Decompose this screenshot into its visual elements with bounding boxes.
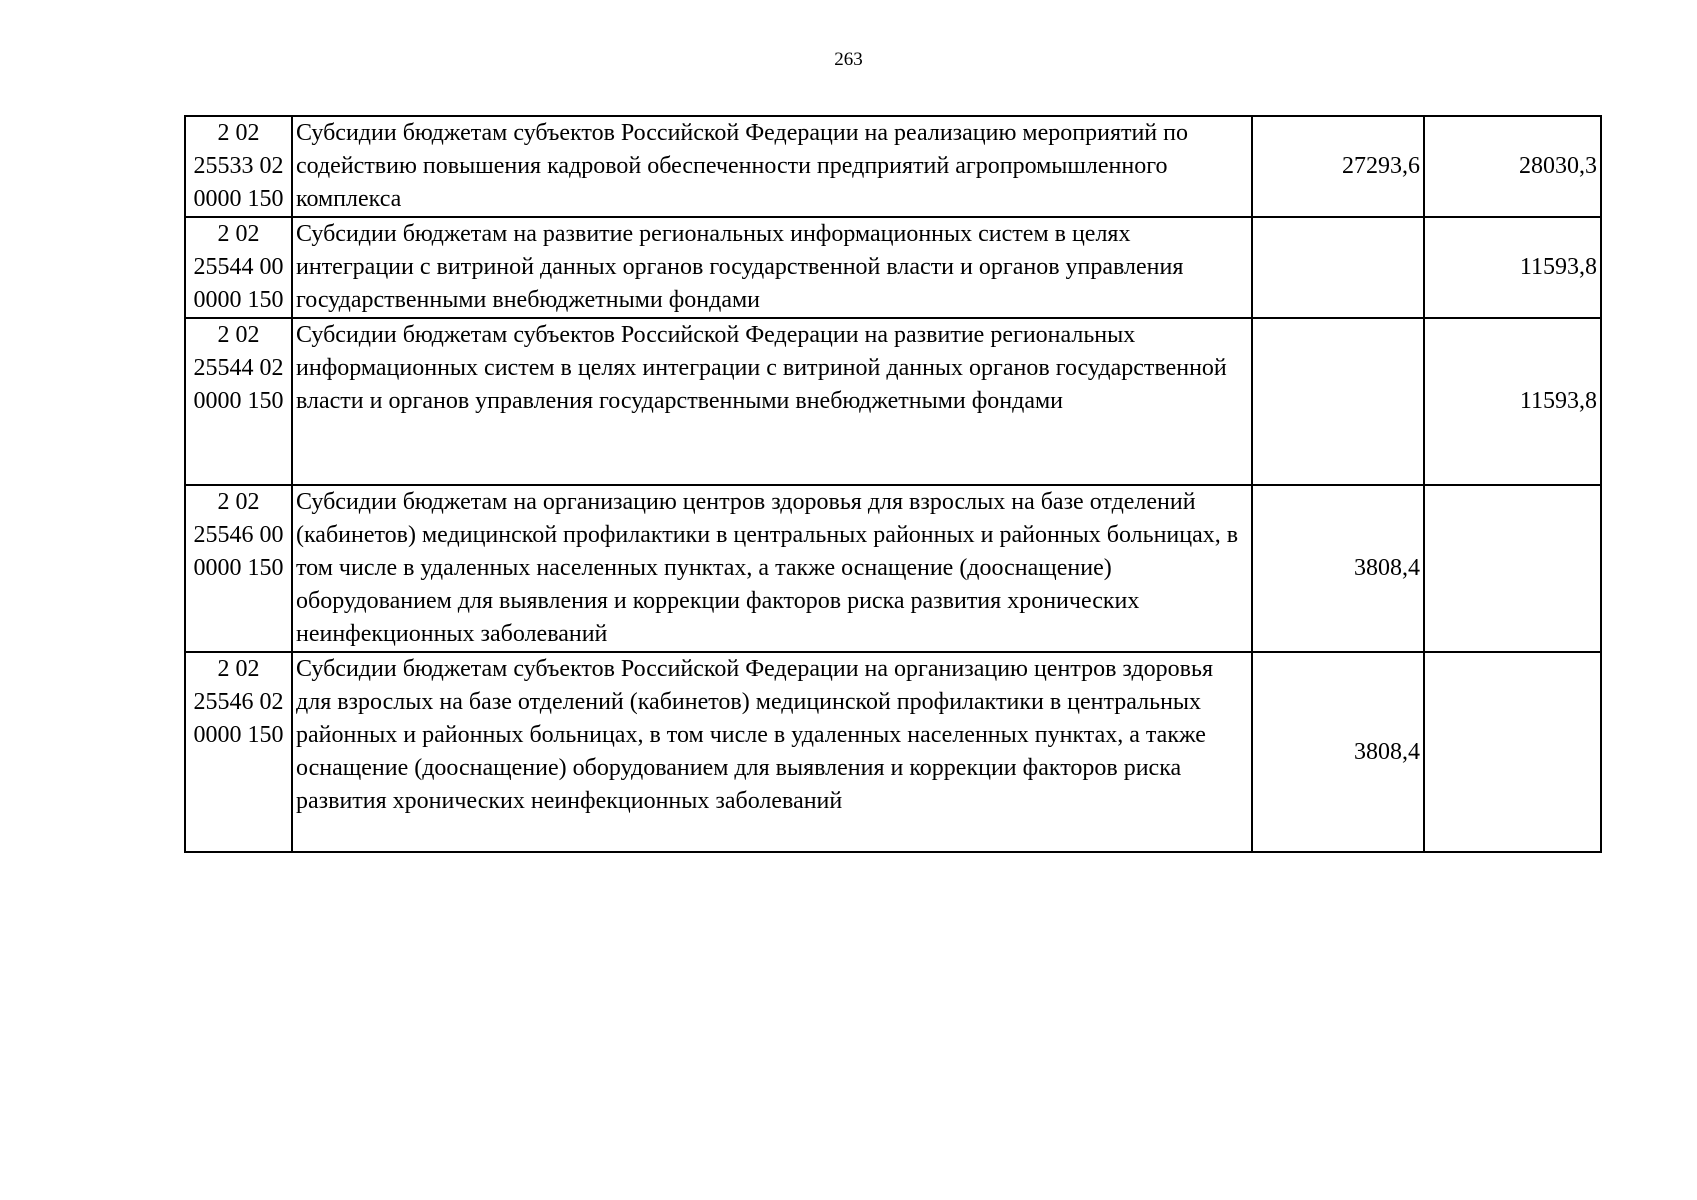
value-cell-2 (1424, 652, 1601, 852)
table-row (185, 485, 1601, 652)
description-cell: Субсидии бюджетам субъектов Российской Федерации на развитие региональных информационных систем в целях интеграции с витриной данных органов государственной власти и органов управления государственными внебюджетными фондами (292, 318, 1252, 485)
description-cell: Субсидии бюджетам субъектов Российской Федерации на организацию центров здоровья для взрослых на базе отделений (кабинетов) медицинской профилактики в центральных районных и районных больницах, в том числе в удаленных населенных пунктах, а также оснащение (дооснащение) оборудованием для выявления и коррекции факторов риска развития хронических неинфекционных заболеваний (292, 652, 1252, 852)
table-row (185, 116, 1601, 217)
value-cell-1: 3808,4 (1252, 485, 1424, 652)
value-cell-2: 11593,8 (1424, 318, 1601, 485)
budget-code-cell: 2 02 25533 02 0000 150 (185, 116, 292, 217)
value-cell-1 (1252, 318, 1424, 485)
budget-code-cell: 2 02 25544 00 0000 150 (185, 217, 292, 318)
value-cell-1: 27293,6 (1252, 116, 1424, 217)
description-cell: Субсидии бюджетам на развитие региональных информационных систем в целях интеграции с витриной данных органов государственной власти и органов управления государственными внебюджетными фондами (292, 217, 1252, 318)
budget-code-cell: 2 02 25546 00 0000 150 (185, 485, 292, 652)
value-cell-1: 3808,4 (1252, 652, 1424, 852)
table-row (185, 652, 1601, 852)
value-cell-2 (1424, 485, 1601, 652)
table-row (185, 318, 1601, 485)
value-cell-1 (1252, 217, 1424, 318)
budget-code-cell: 2 02 25544 02 0000 150 (185, 318, 292, 485)
description-cell: Субсидии бюджетам субъектов Российской Федерации на реализацию мероприятий по содействию повышения кадровой обеспеченности предприятий агропромышленного комплекса (292, 116, 1252, 217)
value-cell-2: 11593,8 (1424, 217, 1601, 318)
description-cell: Субсидии бюджетам на организацию центров здоровья для взрослых на базе отделений (кабинетов) медицинской профилактики в центральных районных и районных больницах, в том числе в удаленных населенных пунктах, а также оснащение (дооснащение) оборудованием для выявления и коррекции факторов риска развития хронических неинфекционных заболеваний (292, 485, 1252, 652)
table-row (185, 217, 1601, 318)
budget-table (184, 115, 1602, 853)
page-number: 263 (834, 49, 863, 70)
value-cell-2: 28030,3 (1424, 116, 1601, 217)
budget-code-cell: 2 02 25546 02 0000 150 (185, 652, 292, 852)
